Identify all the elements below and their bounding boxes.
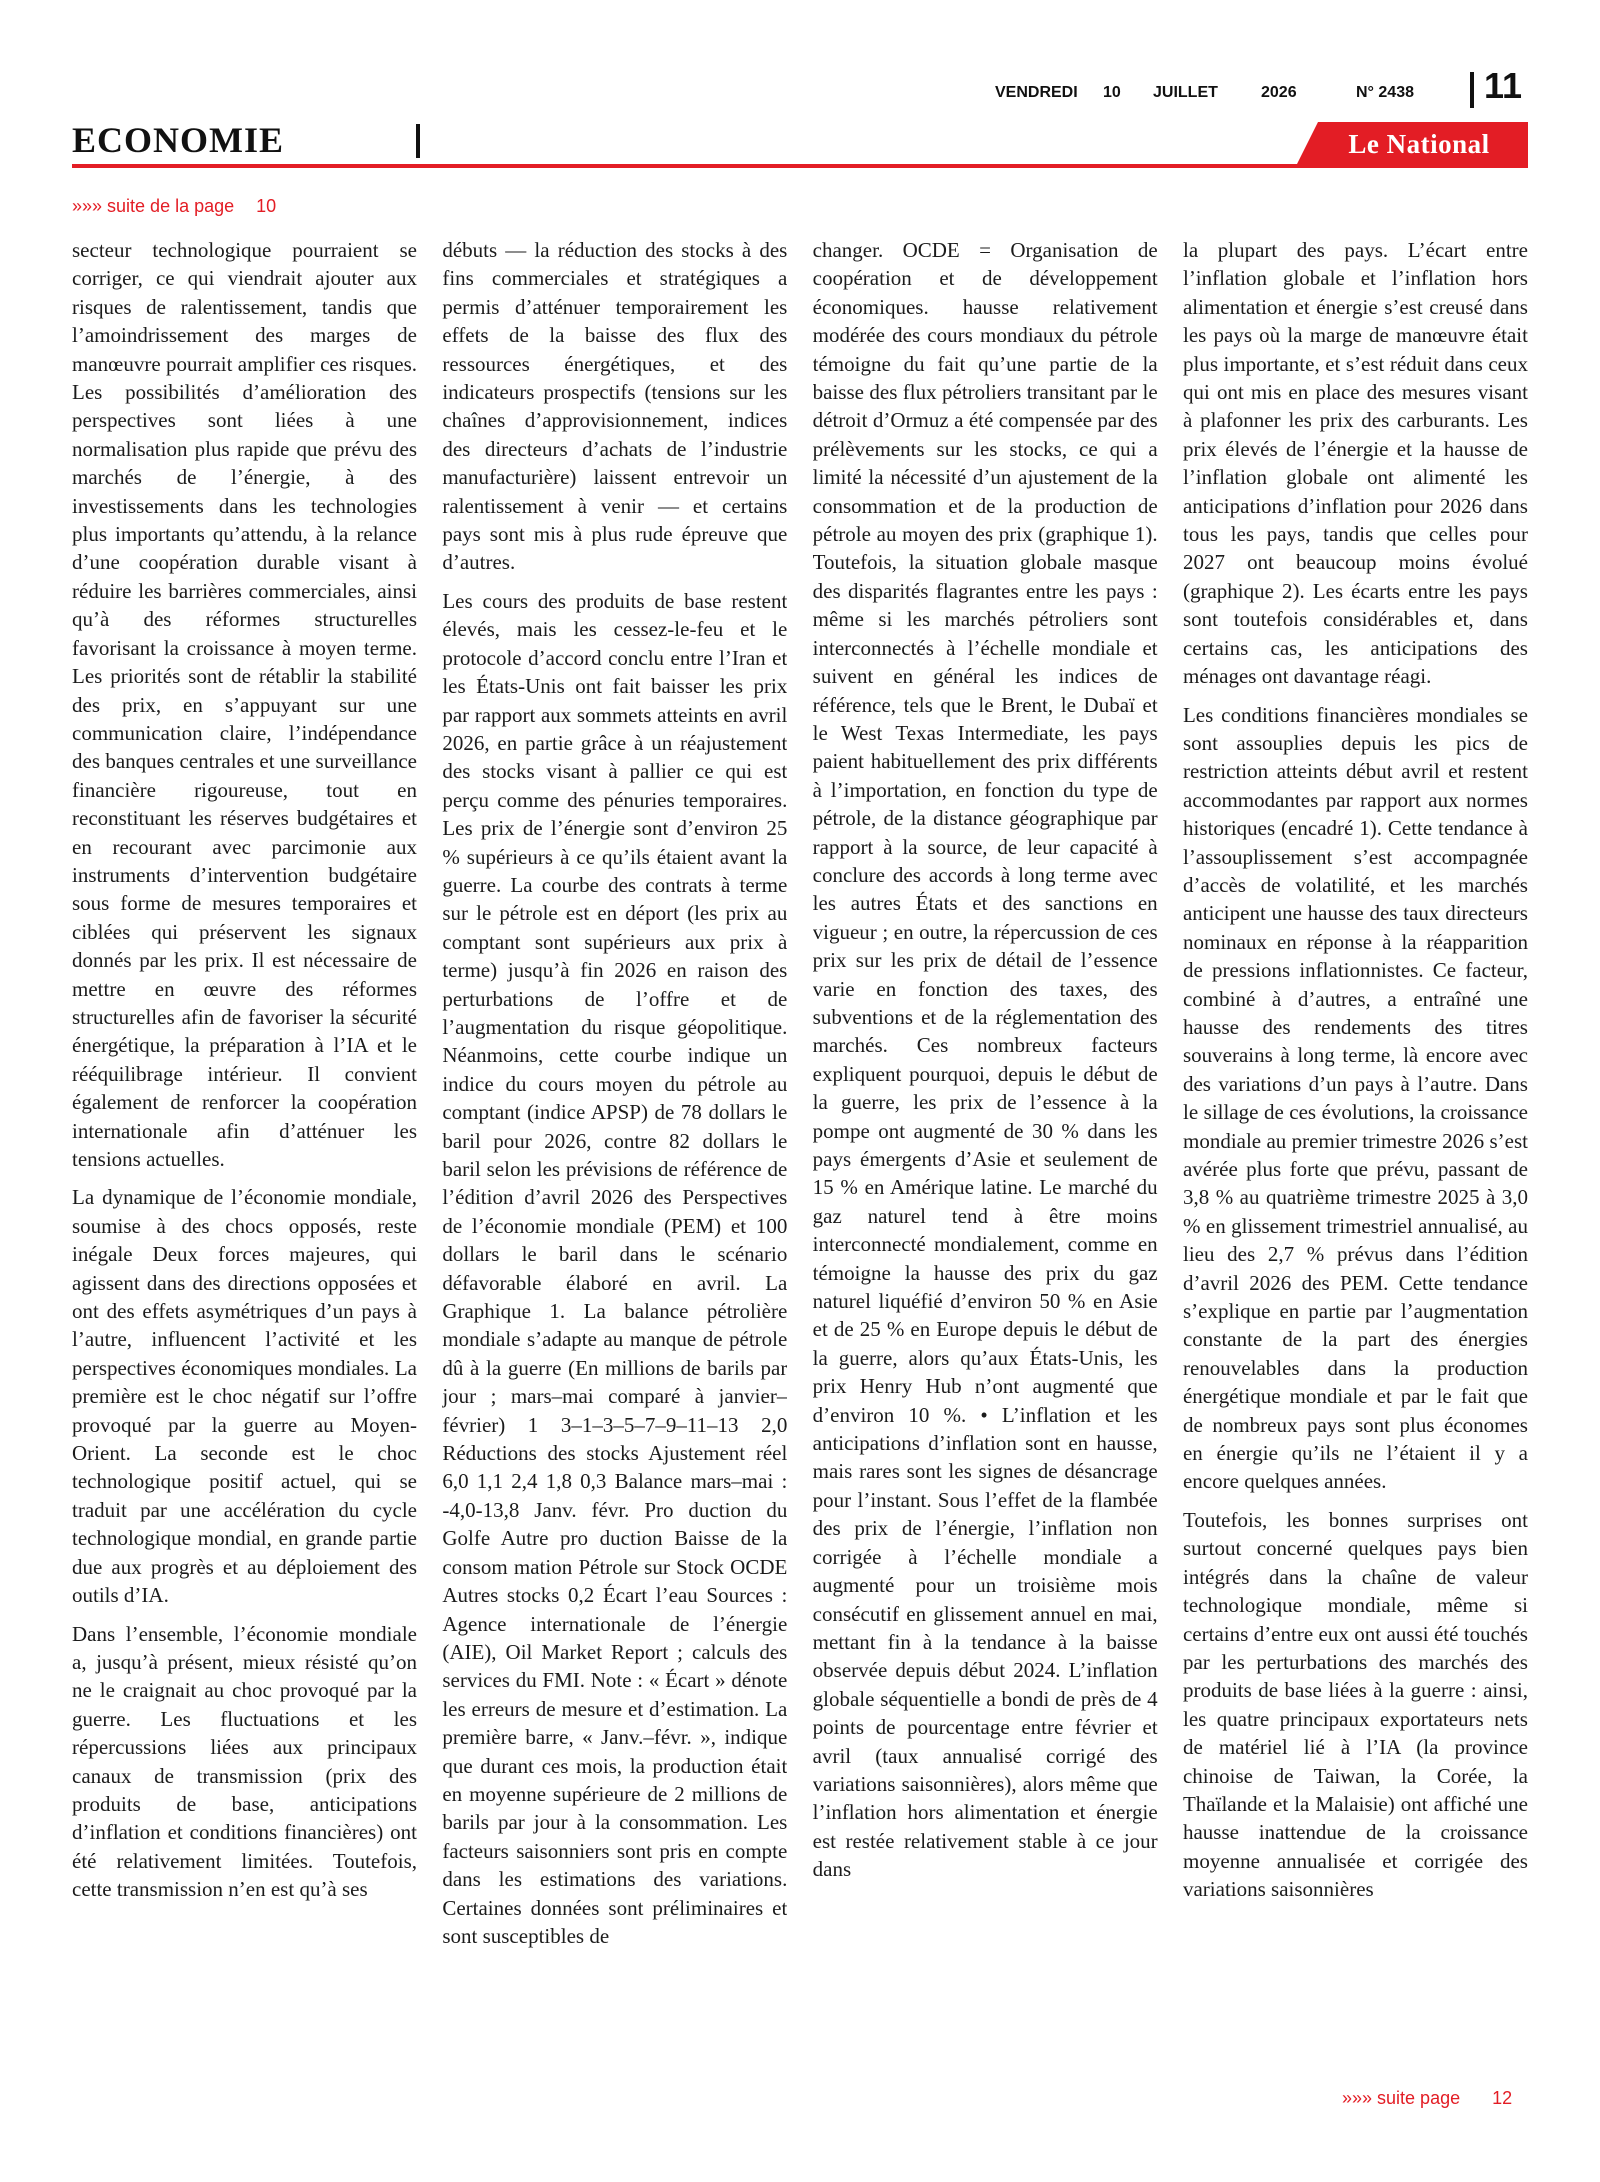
paragraph: débuts — la réduction des stocks à des fins commerciales et stratégiques a permis d’atténuer temporairement les effets de la baisse des flux des ressources énergétiques, et des indicateurs prospectifs (tensions sur les chaînes d’approvisionnement, indices des directeurs d’achats de l’industrie manufacturière) laissent entrevoir un ralentissement à venir — et certains pays sont mis à plus rude épreuve que d’autres.	[442, 238, 788, 575]
paragraph: Les conditions financières mondiales se sont assouplies depuis les pics de restriction atteints début avril et restent accommodantes par rapport aux normes historiques (encadré 1). Cette tendance à l’assouplissement s’est accompagnée d’accès de volatilité, et les marchés anticipent une hausse des taux directeurs nominaux en réponse à la réapparition de pressions inflationnistes. Ce facteur, combiné à d’autres, a entraîné une hausse des rendements des titres souverains à long terme, là encore avec des variations d’un pays à l’autre. Dans le sillage de ces évolutions, la croissance mondiale au premier trimestre 2026 s’est avérée plus forte que prévu, passant de 3,8 % au quatrième trimestre 2025 à 3,0 % en glissement trimestriel annualisé, au lieu des 2,7 % prévus dans l’édition d’avril 2026 des PEM. Cette tendance s’explique en partie par l’augmentation constante de la part des énergies renouvelables dans la production énergétique mondiale et par le fait que de nombreux pays sont plus économes en énergie qu’ils ne l’étaient il y a encore quelques années.	[1182, 702, 1528, 1494]
issue-day: VENDREDI	[995, 84, 1078, 101]
issue-info	[995, 84, 1456, 102]
issue-number: N° 2438	[1356, 84, 1414, 101]
continues-to-marker: »»» suite page	[1342, 2088, 1461, 2108]
issue-date-number: 10	[1103, 84, 1121, 101]
issue-month: JUILLET	[1153, 84, 1218, 101]
page-number: 11	[1484, 65, 1523, 106]
paragraph: la plupart des pays. L’écart entre l’inflation globale et l’inflation hors alimentation et énergie s’est creusé dans les pays où la marge de manœuvre était plus importante, et s’est réduit dans ceux qui ont mis en place des mesures visant à plafonner les prix des carburants. Les prix élevés de l’énergie et la hausse de l’inflation globale ont alimenté les anticipations d’inflation pour 2026 dans tous les pays, tandis que celles pour 2027 ont beaucoup moins évolué (graphique 2). Les écarts entre les pays sont toutefois considérables et, dans certains cas, les anticipations des ménages ont davantage réagi.	[1182, 238, 1528, 689]
paragraph: Dans l’ensemble, l’économie mondiale a, jusqu’à présent, mieux résisté qu’on ne le craignait au choc provoqué par la guerre. Les fluctuations et les répercussions liées aux principaux canaux de transmission (prix des produits de base, anticipations d’inflation et conditions financières) ont été relativement limitées. Toutefois, cette transmission n’en est qu’à ses	[72, 1621, 417, 1902]
continued-from-marker: »»» suite de la page	[72, 196, 235, 216]
issue-year: 2026	[1261, 84, 1297, 101]
page-number-divider	[1470, 72, 1474, 108]
paragraph: Les cours des produits de base restent élevés, mais les cessez-le-feu et le protocole d’accord conclu entre l’Iran et les États-Unis ont fait baisser les prix par rapport aux sommets atteints en avril 2026, en partie grâce à un réajustement des stocks visant à pallier ce qui est perçu comme des pénuries temporaires. Les prix de l’énergie sont d’environ 25 % supérieurs à ce qu’ils étaient avant la guerre. La courbe des contrats à terme sur le pétrole est en déport (les prix au comptant sont supérieurs aux prix à terme) jusqu’à fin 2026 en raison des perturbations de l’offre et de l’augmentation du risque géopolitique. Néanmoins, cette courbe indique un indice du cours moyen du pétrole au comptant (indice APSP) de 78 dollars le baril pour 2026, contre 82 dollars le baril selon les prévisions de référence de l’édition d’avril 2026 des Perspectives de l’économie mondiale (PEM) et 100 dollars le baril dans le scénario défavorable élaboré en avril. La Graphique 1. La balance pétrolière mondiale s’adapte au manque de pétrole dû à la guerre (En millions de barils par jour ; mars–mai comparé à janvier–février) 1 3–1–3–5–7–9–11–13 2,0 Réductions des stocks Ajustement réel 6,0 1,1 2,4 1,8 0,3 Balance mars–mai : -4,0-13,8 Janv. févr. Pro duction du Golfe Autre pro duction Baisse de la consom mation Pétrole sur Stock OCDE Autres stocks 0,2 Écart l’eau Sources : Agence internationale de l’énergie (AIE), Oil Market Report ; calculs des services du FMI. Note : « Écart » dénote les erreurs de mesure et d’estimation. La première barre, « Janv.–févr. », indique que durant ces mois, la production était en moyenne supérieure de 2 millions de barils par jour à la consommation. Les facteurs saisonniers sont pris en compte dans les estimations des variations. Certaines données sont préliminaires et sont susceptibles de	[442, 588, 788, 1948]
newspaper-brand: Le National	[1348, 129, 1490, 159]
continued-from-page: 10	[256, 196, 277, 216]
section-title-divider	[416, 124, 420, 158]
article-column-4	[1183, 236, 1528, 2092]
article-column-2	[442, 236, 787, 2092]
paragraph: changer. OCDE = Organisation de coopération et de développement économiques. hausse relativement modérée des cours mondiaux du pétrole témoigne du fait qu’une partie de la baisse des flux pétroliers transitant par le détroit d’Ormuz a été compensée par des prélèvements sur les stocks, ce qui a limité la nécessité d’un ajustement de la consommation et de la production de pétrole au moyen des prix (graphique 1). Toutefois, la situation globale masque des disparités flagrantes entre les pays : même si les marchés pétroliers sont interconnectés à l’échelle mondiale et suivent en général les indices de référence, tels que le Brent, le Dubaï et le West Texas Intermediate, les pays paient habituellement des prix différents à l’importation, en fonction du type de pétrole, de la distance géographique par rapport à la source, de leur capacité à conclure des accords à long terme avec les autres États et des sanctions en vigueur ; en outre, la répercussion de ces prix sur les prix de détail de l’essence varie en fonction des taxes, des subventions et de la réglementation des marchés. Ces nombreux facteurs expliquent pourquoi, depuis le début de la guerre, les prix de l’essence à la pompe ont augmenté de 30 % dans les pays émergents d’Asie et seulement de 15 % en Amérique latine. Le marché du gaz naturel tend à être moins interconnecté mondialement, comme en témoigne la hausse des prix du gaz naturel liquéfié d’environ 50 % en Asie et de 25 % en Europe depuis le début de la guerre, alors qu’aux États-Unis, les prix Henry Hub n’ont augmenté que d’environ 10 %. • L’inflation et les anticipations d’inflation sont en hausse, mais rares sont les signes de désancrage pour l’instant. Sous l’effet de la flambée des prix de l’énergie, l’inflation non corrigée à l’échelle mondiale a augmenté pour un troisième mois consécutif en glissement annuel en mai, mettant fin à la tendance à la baisse observée depuis début 2024. L’inflation globale séquentielle a bondi de près de 4 points de pourcentage entre février et avril (taux annualisé corrigé des variations saisonnières), alors même que l’inflation hors alimentation et énergie est restée relativement stable à ce jour dans	[812, 238, 1158, 1882]
header-rule	[72, 164, 1528, 168]
paragraph: secteur technologique pourraient se corriger, ce qui viendrait ajouter aux risques de ralentissement, tandis que l’amoindrissement des marges de manœuvre pourrait amplifier ces risques. Les possibilités d’amélioration des perspectives sont liées à une normalisation plus rapide que prévu des marchés de l’énergie, à des investissements dans les technologies plus importants qu’attendu, à la relance d’une coopération durable visant à réduire les barrières commerciales, ainsi qu’à des réformes structurelles favorisant la croissance à moyen terme. Les priorités sont de rétablir la stabilité des prix, en s’appuyant sur une communication claire, l’indépendance des banques centrales et une surveillance financière rigoureuse, tout en reconstituant les réserves budgétaires et en recourant avec parcimonie aux instruments d’intervention budgétaire sous forme de mesures temporaires et ciblées qui préservent les signaux donnés par les prix. Il est nécessaire de mettre en œuvre des réformes structurelles afin de favoriser la sécurité énergétique, la préparation à l’IA et le rééquilibrage intérieur. Il convient également de renforcer la coopération internationale afin d’atténuer les tensions actuelles.	[72, 238, 417, 1171]
article-column-3	[813, 236, 1158, 2092]
article-body	[72, 236, 1528, 2092]
paragraph: Toutefois, les bonnes surprises ont surtout concerné quelques pays bien intégrés dans la chaîne de valeur technologique mondiale, même si certains d’entre eux ont aussi été touchés par les perturbations des marchés des produits de base liées à la guerre : ainsi, les quatre principaux exportateurs nets de matériel lié à l’IA (la province chinoise de Taiwan, la Corée, la Thaïlande et la Malaisie) ont affiché une hausse inattendue de la croissance moyenne annualisée et corrigée des variations saisonnières	[1182, 1507, 1528, 1902]
paragraph: La dynamique de l’économie mondiale, soumise à des chocs opposés, reste inégale Deux forces majeures, qui agissent dans des directions opposées et ont des effets asymétriques d’un pays à l’autre, influencent l’activité et les perspectives économiques mondiales. La première est le choc négatif sur l’offre provoqué par la guerre au Moyen-Orient. La seconde est le choc technologique positif actuel, qui se traduit par une accélération du cycle technologique mondial, en grande partie due aux progrès et au déploiement des outils d’IA.	[72, 1185, 417, 1608]
article-column-1	[72, 236, 417, 2092]
section-title: ECONOMIE	[72, 120, 285, 160]
continued-from-note	[72, 196, 276, 217]
continues-to-note	[1342, 2088, 1512, 2109]
continues-to-page: 12	[1492, 2088, 1513, 2108]
